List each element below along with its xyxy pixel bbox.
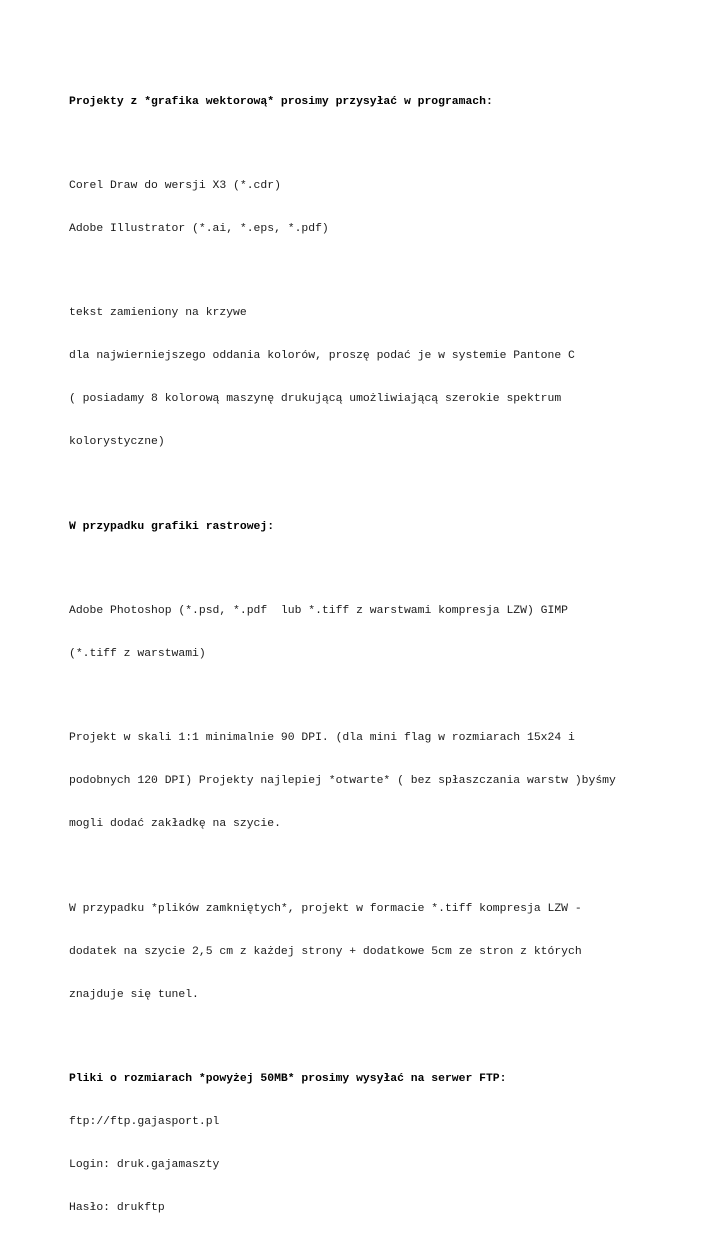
- ftp-login: Login: druk.gajamaszty: [69, 1158, 220, 1171]
- vector-program-line: Adobe Illustrator (*.ai, *.eps, *.pdf): [69, 222, 329, 235]
- ftp-address: ftp://ftp.gajasport.pl: [69, 1115, 220, 1128]
- raster-heading: W przypadku grafiki rastrowej:: [69, 520, 275, 533]
- ftp-password: Hasło: drukftp: [69, 1201, 165, 1214]
- raster-program-line: (*.tiff z warstwami): [69, 647, 206, 660]
- raster-resolution-line: podobnych 120 DPI) Projekty najlepiej *otwarte* ( bez spłaszczania warstw )byśmy: [69, 775, 616, 788]
- vector-note-line: ( posiadamy 8 kolorową maszynę drukującą umożliwiającą szerokie spektrum: [69, 393, 562, 406]
- vector-heading: Projekty z *grafika wektorową* prosimy przysyłać w programach:: [69, 95, 493, 108]
- ftp-heading: Pliki o rozmiarach *powyżej 50MB* prosimy wysyłać na serwer FTP:: [69, 1073, 507, 1085]
- vector-note-line: tekst zamieniony na krzywe: [69, 307, 247, 320]
- vector-program-line: Corel Draw do wersji X3 (*.cdr): [69, 180, 281, 193]
- closed-files: [69, 873, 669, 1030]
- closed-files-line: dodatek na szycie 2,5 cm z każdej strony + dodatkowe 5cm ze stron z których: [69, 945, 582, 958]
- raster-resolution: [69, 703, 669, 860]
- closed-files-line: znajduje się tunel.: [69, 988, 199, 1001]
- vector-note-line: kolorystyczne): [69, 436, 165, 449]
- closed-files-line: W przypadku *plików zamkniętych*, projekt w formacie *.tiff kompresja LZW -: [69, 902, 582, 915]
- raster-resolution-line: Projekt w skali 1:1 minimalnie 90 DPI. (dla mini flag w rozmiarach 15x24 i: [69, 732, 575, 745]
- vector-note-line: dla najwierniejszego oddania kolorów, proszę podać je w systemie Pantone C: [69, 350, 575, 363]
- ftp-section: [69, 1043, 669, 1243]
- raster-programs: [69, 576, 669, 690]
- vector-notes: [69, 278, 669, 478]
- raster-resolution-line: mogli dodać zakładkę na szycie.: [69, 818, 281, 831]
- document-page: [69, 66, 669, 1257]
- raster-program-line: Adobe Photoshop (*.psd, *.pdf lub *.tiff z warstwami kompresja LZW) GIMP: [69, 605, 568, 618]
- vector-programs: [69, 150, 669, 264]
